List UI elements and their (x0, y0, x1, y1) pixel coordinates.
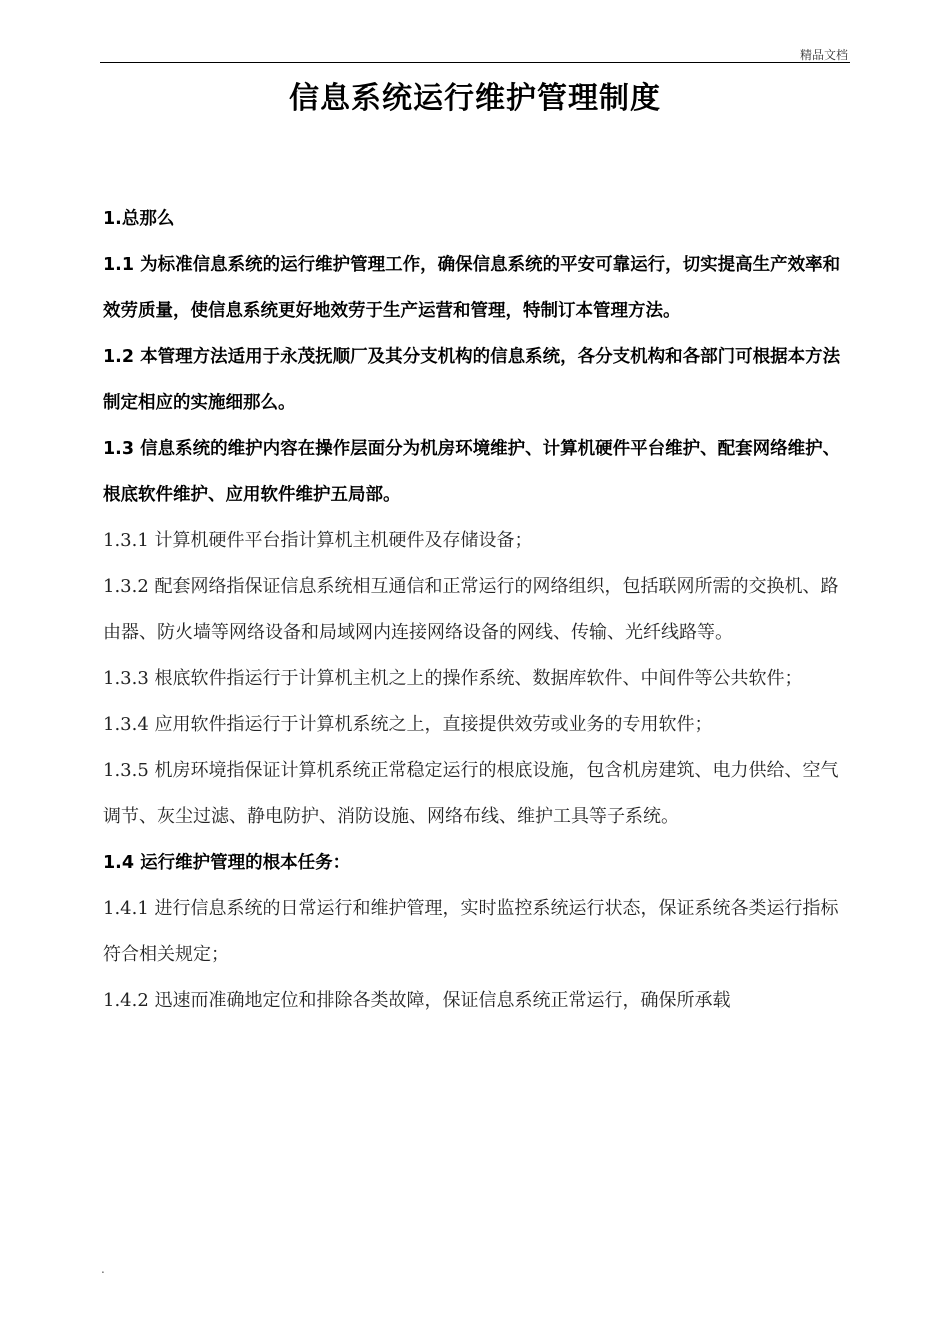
paragraph-1-3-4: 1.3.4 应用软件指运行于计算机系统之上，直接提供效劳或业务的专用软件； (103, 714, 713, 735)
section-heading-general: 1.总那么 (103, 209, 175, 229)
paragraph-1-3-5: 1.3.5 机房环境指保证计算机系统正常稳定运行的根底设施，包含机房建筑、电力供给、空气调节、灰尘过滤、静电防护、消防设施、网络布线、维护工具等子系统。 (103, 760, 839, 827)
paragraph-1-2: 1.2 本管理方法适用于永茂抚顺厂及其分支机构的信息系统，各分支机构和各部门可根据本方法制定相应的实施细那么。 (103, 347, 841, 413)
paragraph-1-3: 1.3 信息系统的维护内容在操作层面分为机房环境维护、计算机硬件平台维护、配套网络维护、根底软件维护、应用软件维护五局部。 (103, 439, 841, 505)
paragraph-1-4-2: 1.4.2 迅速而准确地定位和排除各类故障，保证信息系统正常运行，确保所承载 (103, 990, 731, 1011)
paragraph-1-4: 1.4 运行维护管理的根本任务： (103, 853, 351, 873)
header-label: 精品文档 (799, 48, 848, 62)
document-title: 信息系统运行维护管理制度 (289, 81, 661, 116)
page-header (100, 44, 850, 63)
paragraph-1-3-2: 1.3.2 配套网络指保证信息系统相互通信和正常运行的网络组织，包括联网所需的交换机、路由器、防火墙等网络设备和局域网内连接网络设备的网线、传输、光纤线路等。 (103, 576, 839, 643)
paragraph-1-1: 1.1 为标准信息系统的运行维护管理工作，确保信息系统的平安可靠运行，切实提高生产效率和效劳质量，使信息系统更好地效劳于生产运营和管理，特制订本管理方法。 (103, 255, 841, 321)
paragraph-1-3-1: 1.3.1 计算机硬件平台指计算机主机硬件及存储设备； (103, 530, 533, 551)
paragraph-1-4-1: 1.4.1 进行信息系统的日常运行和维护管理，实时监控系统运行状态，保证系统各类运行指标符合相关规定； (103, 898, 839, 965)
document-body (103, 196, 849, 1024)
footer-mark: . (101, 1262, 105, 1276)
paragraph-1-3-3: 1.3.3 根底软件指运行于计算机主机之上的操作系统、数据库软件、中间件等公共软件； (103, 668, 803, 689)
